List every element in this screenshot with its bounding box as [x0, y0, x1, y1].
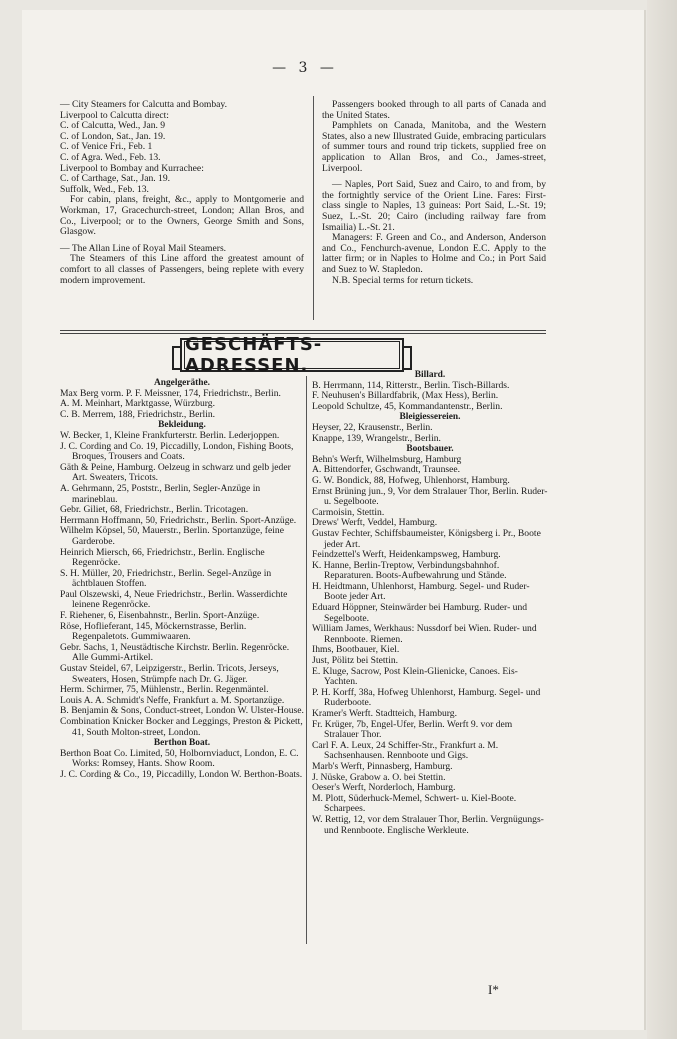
notice-paragraph: Pamphlets on Canada, Manitoba, and the Western States, also a new Illustrated Guide, embracing particulars of summer tours and round trip tickets, supplied free on application to Allan Bros, and Co., James-street, Liverpool. — [322, 120, 546, 174]
address-entry: Kramer's Werft. Stadtteich, Hamburg. — [312, 708, 458, 719]
address-entry: Gebr. Sachs, 1, Neustädtische Kirchstr. Berlin. Regenröcke. Alle Gummi-Artikel. — [60, 641, 290, 664]
address-entry: Gäth & Peine, Hamburg. Oelzeug in schwarz und gelb jeder Art. Sweaters, Tricots. — [60, 461, 291, 484]
sheet-signature: I* — [488, 982, 499, 997]
page-number: — 3 — — [272, 60, 338, 76]
notice-paragraph: The Steamers of this Line afford the greatest amount of comfort to all classes of Passengers, being replete with every modern improvement. — [60, 253, 304, 286]
address-entry: Carmoisin, Stettin. — [312, 506, 385, 518]
category-heading: Angelgeräthe. — [154, 378, 210, 388]
notice-paragraph: — Naples, Port Said, Suez and Cairo, to and from, by the fortnightly service of the Orient Line. Fares: First-class single to Naples, 13 guineas: Port Said, L.-St. 19; Suez, L.-St. 20; Cairo (including railway fare from Ismailia) L.-St. 21. — [322, 179, 546, 233]
address-entry: Herrmann Hoffmann, 50, Friedrichstr., Berlin. Sport-Anzüge. — [60, 514, 297, 526]
section-banner-title: GESCHÄFTS-ADRESSEN. — [184, 341, 400, 369]
category-heading: Billard. — [414, 370, 446, 380]
address-entry: Just, Pölitz bei Stettin. — [312, 655, 399, 667]
address-entry: Eduard Höppner, Steinwärder bei Hamburg. Ruder- und Segelboote. — [312, 602, 528, 624]
category-heading: Berthon Boat. — [153, 738, 211, 749]
address-entry: Berthon Boat Co. Limited, 50, Holbornviaduct, London, E. C. Works: Romsey, Hants. Show Room. — [60, 747, 299, 770]
notice-line: Liverpool to Calcutta direct: — [60, 109, 169, 121]
address-entry: M. Plott, Süderhuck-Memel, Schwert- u. Kiel-Boote. Scharpees. — [312, 792, 517, 815]
address-entry: Ernst Brüning jun., 9, Vor dem Stralauer Thor, Berlin. Ruder- u. Segelboote. — [312, 485, 548, 508]
address-entry: E. Kluge, Sacrow, Post Klein-Glienicke, Canoes. Eis-Yachten. — [312, 665, 518, 688]
address-entry: Heinrich Miersch, 66, Friedrichstr., Berlin. Englische Regenröcke. — [60, 546, 265, 569]
address-entry: Heyser, 22, Krausenstr., Berlin. — [312, 421, 433, 433]
notice-line: C. of Calcutta, Wed., Jan. 9 — [60, 120, 166, 132]
category-heading: Bootsbauer. — [406, 444, 454, 455]
address-entry: C. B. Merrem, 188, Friedrichstr., Berlin. — [60, 408, 216, 420]
address-entry: B. Benjamin & Sons, Conduct-street, London W. Ulster-House. — [60, 705, 304, 717]
section-rule-1 — [60, 330, 546, 331]
notice-line: — City Steamers for Calcutta and Bombay. — [60, 99, 227, 110]
address-entry: K. Hanne, Berlin-Treptow, Verbindungsbahnhof. Reparaturen. Boots-Aufbewahrung und Stände. — [312, 559, 507, 582]
notice-line: C. of London, Sat., Jan. 19. — [60, 130, 166, 142]
address-entry: Gustav Steidel, 67, Leipzigerstr., Berlin. Tricots, Jerseys, Sweaters, Hosen, Strümpfe nach Dr. G. Jäger. — [60, 663, 279, 685]
address-entry: Röse, Hoflieferant, 145, Möckernstrasse, Berlin. Regenpaletots. Gummiwaaren. — [60, 620, 247, 643]
notice-line: Liverpool to Bombay and Kurrachee: — [60, 162, 204, 174]
address-entry: Knappe, 139, Wrangelstr., Berlin. — [312, 432, 441, 444]
notice-line: C. of Venice Fri., Feb. 1 — [60, 141, 153, 153]
notice-paragraph: Managers: F. Green and Co., and Anderson, Anderson and Co., Fenchurch-avenue, London E.C. Apply to the latter firm; or in Naples to Holme and Co.; in Port Said and Suez to W. Stapledon. — [322, 232, 546, 275]
address-entry: S. H. Müller, 20, Friedrichstr., Berlin. Segel-Anzüge in ächtblauen Stoffen. — [60, 567, 272, 590]
notice-paragraph: Passengers booked through to all parts of Canada and the United States. — [322, 99, 546, 121]
address-entry: Leopold Schultze, 45, Kommandantenstr., Berlin. — [312, 400, 503, 412]
address-entry: Ihms, Bootbauer, Kiel. — [312, 644, 400, 656]
address-entry: B. Herrmann, 114, Ritterstr., Berlin. Tisch-Billards. — [312, 379, 510, 391]
address-entry: Paul Olszewski, 4, Neue Friedrichstr., Berlin. Wasserdichte leinene Regenröcke. — [60, 588, 288, 611]
shipping-notices-left — [60, 100, 304, 286]
notice-paragraph: For cabin, plans, freight, &c., apply to Montgomerie and Workman, 17, Gracechurch-street, London; Allan Bros, and Co., Liverpool; or to the Owners, George Smith and Sons, Glasgow. — [60, 194, 304, 238]
notice-line: — The Allan Line of Royal Mail Steamers. — [60, 242, 227, 254]
address-entry: J. C. Cording and Co. 19, Piccadilly, London, Fishing Boots, Broques, Trousers and Coats. — [60, 440, 294, 463]
category-heading: Bekleidung. — [158, 420, 206, 431]
address-entry: Gebr. Giliet, 68, Friedrichstr., Berlin. Tricotagen. — [60, 504, 249, 516]
address-entry: J. Nüske, Grabow a. O. bei Stettin. — [312, 771, 446, 783]
address-entry: J. C. Cording & Co., 19, Piccadilly, London W. Berthon-Boats. — [60, 768, 303, 780]
address-entry: H. Heidtmann, Uhlenhorst, Hamburg. Segel- und Ruder-Boote jeder Art. — [312, 580, 530, 603]
address-entry: Drews' Werft, Veddel, Hamburg. — [312, 517, 438, 529]
business-addresses-left — [60, 378, 304, 781]
address-entry: A. Bittendorfer, Gschwandt, Traunsee. — [312, 464, 461, 476]
notice-line: C. of Agra. Wed., Feb. 13. — [60, 151, 161, 163]
address-entry: Combination Knicker Bocker and Leggings, Preston & Pickett, 41, South Molton-street, London. — [60, 716, 303, 738]
address-entry: William James, Werkhaus: Nussdorf bei Wien. Ruder- und Rennboote. Riemen. — [312, 623, 537, 645]
address-entry: P. H. Korff, 38a, Hofweg Uhlenhorst, Hamburg. Segel- und Ruderboote. — [312, 686, 541, 709]
column-divider-top — [313, 96, 314, 320]
page-gutter — [647, 0, 677, 1039]
address-entry: Wilhelm Köpsel, 50, Mauerstr., Berlin. Sportanzüge, feine Garderobe. — [60, 525, 284, 547]
shipping-notices-right — [322, 100, 546, 286]
notice-paragraph: N.B. Special terms for return tickets. — [332, 274, 474, 286]
notice-line: C. of Carthage, Sat., Jan. 19. — [60, 173, 171, 185]
address-entry: Carl F. A. Leux, 24 Schiffer-Str., Frankfurt a. M. Sachsenhausen. Rennboote und Gigs. — [312, 739, 499, 762]
address-entry: W. Rettig, 12, vor dem Stralauer Thor, Berlin. Vergnügungs- und Rennboote. Englische Werkleute. — [312, 813, 544, 836]
address-entry: A. M. Meinhart, Marktgasse, Würzburg. — [60, 398, 215, 410]
address-entry: Herm. Schirmer, 75, Mühlenstr., Berlin. Regenmäntel. — [60, 684, 269, 696]
address-entry: A. Gehrmann, 25, Poststr., Berlin, Segler-Anzüge in marineblau. — [60, 482, 261, 505]
address-entry: Marb's Werft, Pinnasberg, Hamburg. — [312, 760, 453, 772]
notice-line: Suffolk, Wed., Feb. 13. — [60, 183, 149, 195]
address-entry: Gustav Fechter, Schiffsbaumeister, Königsberg i. Pr., Boote jeder Art. — [312, 527, 541, 550]
category-heading: Bleigiessereien. — [399, 412, 461, 423]
address-entry: Behn's Werft, Wilhelmsburg, Hamburg — [312, 453, 462, 465]
address-entry: Max Berg vorm. P. F. Meissner, 174, Friedrichstr., Berlin. — [60, 387, 281, 399]
address-entry: Fr. Krüger, 7b, Engel-Ufer, Berlin. Werft 9. vor dem Stralauer Thor. — [312, 718, 513, 741]
address-entry: W. Becker, 1, Kleine Frankfurterstr. Berlin. Lederjoppen. — [60, 429, 280, 441]
address-entry: F. Neuhusen's Billardfabrik, (Max Hess), Berlin. — [312, 390, 499, 402]
address-entry: G. W. Bondick, 88, Hofweg, Uhlenhorst, Hamburg. — [312, 474, 510, 486]
section-banner — [180, 334, 404, 376]
address-entry: Louis A. A. Schmidt's Neffe, Frankfurt a. M. Sportanzüge. — [60, 694, 285, 706]
address-entry: F. Riehener, 6, Eisenbahnstr., Berlin. Sport-Anzüge. — [60, 610, 260, 622]
business-addresses-right — [312, 370, 548, 836]
column-divider-main — [306, 376, 307, 944]
address-entry: Oeser's Werft, Norderloch, Hamburg. — [312, 782, 456, 794]
address-entry: Feindzettel's Werft, Heidenkampsweg, Hamburg. — [312, 549, 501, 561]
